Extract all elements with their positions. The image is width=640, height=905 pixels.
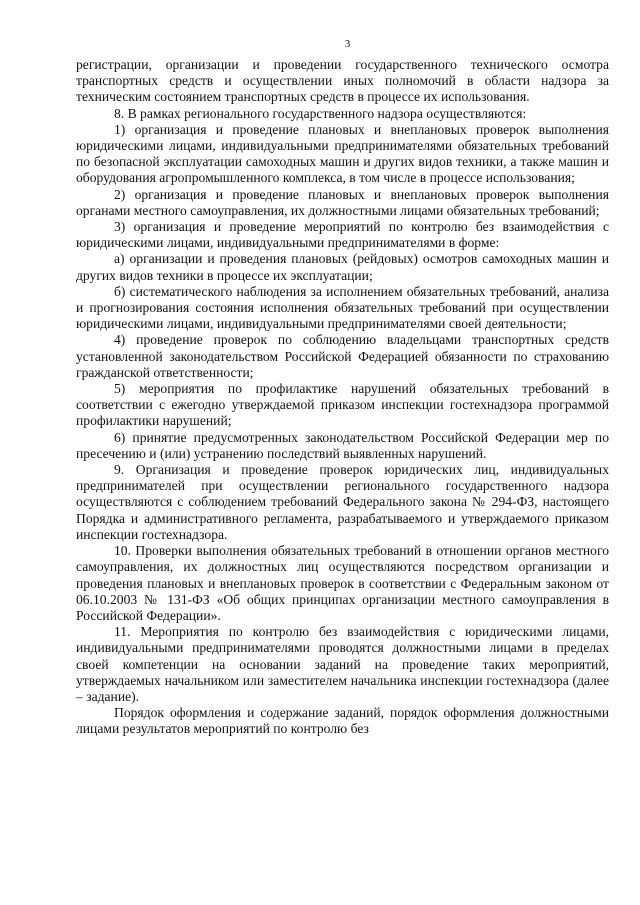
paragraph-item-3b: б) систематического наблюдения за исполнением обязательных требований, анализа и прогнозирования состояния исполнения обязательных требований при осуществлении юридическими лицами, индивидуальными предпринимателями своей деятельности; xyxy=(76,283,609,332)
paragraph-item-3a: а) организации и проведения плановых (рейдовых) осмотров самоходных машин и других видов техники в процессе их эксплуатации; xyxy=(76,251,609,283)
document-body xyxy=(76,57,609,738)
paragraph-clause-9: 9. Организация и проведение проверок юридических лиц, индивидуальных предпринимателей при осуществлении регионального государственного надзора осуществляются с соблюдением требований Федерального закона № 294-ФЗ, настоящего Порядка и административного регламента, разрабатываемого и утверждаемого приказом инспекции гостехнадзора. xyxy=(76,462,609,542)
paragraph-item-3: 3) организация и проведение мероприятий по контролю без взаимодействия с юридическими лицами, индивидуальными предпринимателями в форме: xyxy=(76,219,609,251)
paragraph-item-6: 6) принятие предусмотренных законодательством Российской Федерации мер по пресечению и (или) устранению последствий выявленных нарушений. xyxy=(76,429,609,461)
paragraph-item-5: 5) мероприятия по профилактике нарушений обязательных требований в соответствии с ежегодно утверждаемой приказом инспекции гостехнадзора программой профилактики нарушений; xyxy=(76,381,609,429)
paragraph-item-1: 1) организация и проведение плановых и внеплановых проверок выполнения юридическими лицами, индивидуальными предпринимателями обязательных требований по безопасной эксплуатации самоходных машин и других видов техники, а также машин и оборудования агропромышленного комплекса, в том числе в процессе использования; xyxy=(76,121,609,186)
paragraph-clause-10: 10. Проверки выполнения обязательных требований в отношении органов местного самоуправления, их должностных лиц осуществляются посредством организации и проведения плановых и внеплановых проверок в соответствии с Федеральным законом от 06.10.2003 № 131-ФЗ «Об общих принципах организации местного самоуправления в Российской Федерации». xyxy=(76,543,609,623)
paragraph-clause-11: 11. Мероприятия по контролю без взаимодействия с юридическими лицами, индивидуальными предпринимателями проводятся должностными лицами в пределах своей компетенции на основании заданий на проведение таких мероприятий, утверждаемых начальником или заместителем начальника инспекции гостехнадзора (далее – задание). xyxy=(76,624,609,704)
paragraph-clause-8: 8. В рамках регионального государственного надзора осуществляются: xyxy=(114,105,527,121)
paragraph-item-4: 4) проведение проверок по соблюдению владельцами транспортных средств установленной законодательством Российской Федерацией обязанности по страхованию гражданской ответственности; xyxy=(76,332,609,380)
page-number: 3 xyxy=(344,38,351,50)
paragraph-continuation: регистрации, организации и проведении государственного технического осмотра транспортных средств и осуществлении иных полномочий в области надзора за техническим состоянием транспортных средств в процессе их использования. xyxy=(76,57,609,105)
paragraph-item-2: 2) организация и проведение плановых и внеплановых проверок выполнения органами местного самоуправления, их должностными лицами обязательных требований; xyxy=(76,186,609,218)
paragraph-procedure: Порядок оформления и содержание заданий, порядок оформления должностными лицами результатов мероприятий по контролю без xyxy=(76,705,609,737)
